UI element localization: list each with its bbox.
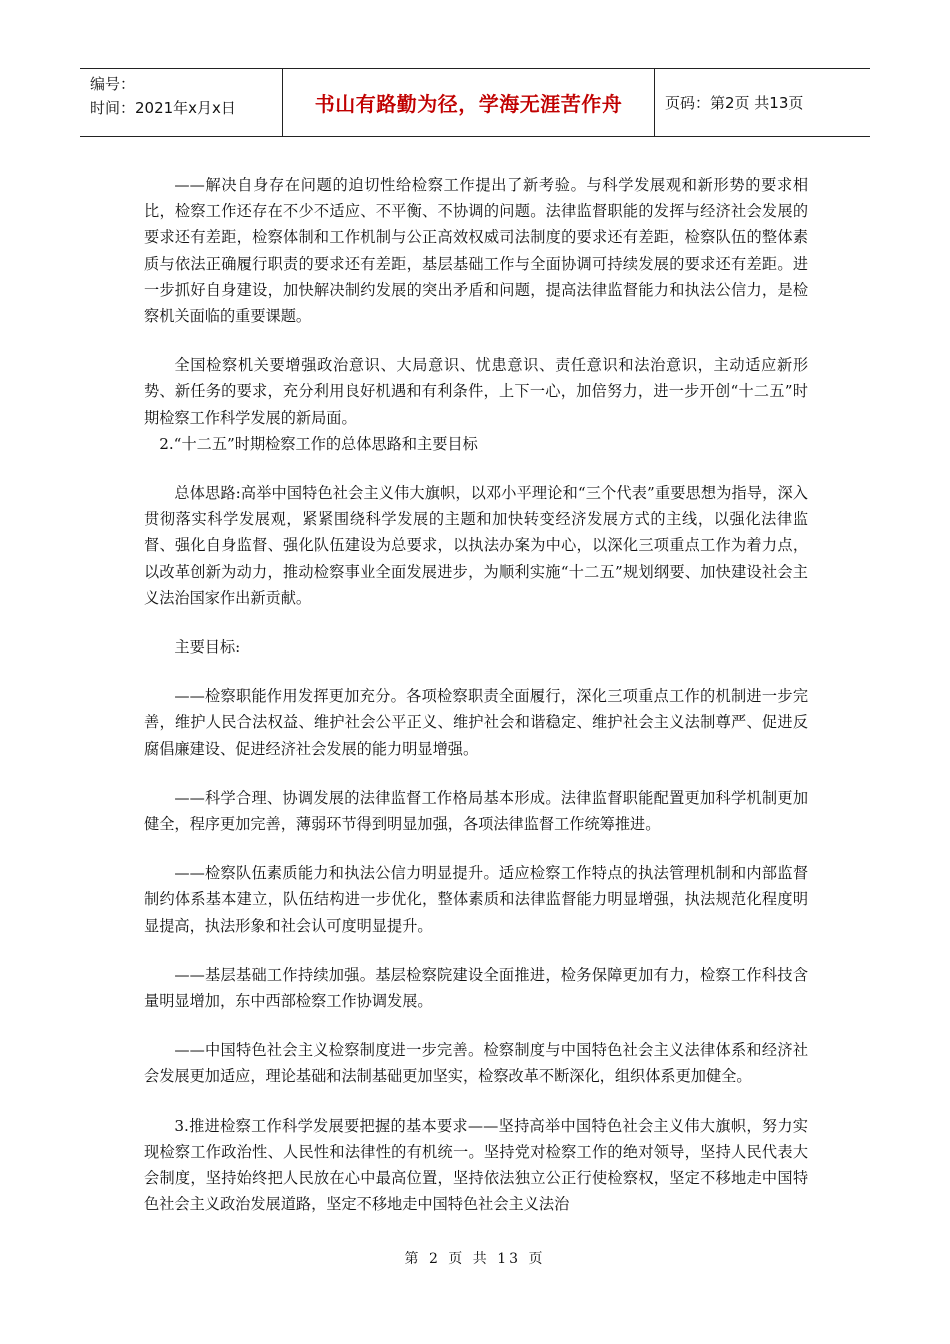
document-body [144, 172, 808, 1241]
paragraph: 3.推进检察工作科学发展要把握的基本要求——坚持高举中国特色社会主义伟大旗帜，努力实现检察工作政治性、人民性和法律性的有机统一。坚持党对检察工作的绝对领导，坚持人民代表大会制度，坚持始终把人民放在心中最高位置，坚持依法独立公正行使检察权，坚定不移地走中国特色社会主义政治发展道路，坚定不移地走中国特色社会主义法治 [144, 1116, 808, 1214]
paragraph: ——检察队伍素质能力和执法公信力明显提升。适应检察工作特点的执法管理机制和内部监督制约体系基本建立，队伍结构进一步优化，整体素质和法律监督能力明显增强，执法规范化程度明显提高，执法形象和社会认可度明显提升。 [144, 864, 808, 935]
subheading: 主要目标: [174, 638, 241, 657]
code-label: 编号： [90, 75, 136, 93]
section-heading: 2.“十二五”时期检察工作的总体思路和主要目标 [159, 434, 478, 453]
header-meta [80, 69, 283, 136]
header-motto: 书山有路勤为径，学海无涯苦作舟 [283, 69, 655, 136]
paragraph: ——基层基础工作持续加强。基层检察院建设全面推进，检务保障更加有力，检察工作科技含量明显增加，东中西部检察工作协调发展。 [144, 965, 808, 1011]
paragraph: ——检察职能作用发挥更加充分。各项检察职责全面履行，深化三项重点工作的机制进一步完善，维护人民合法权益、维护社会公平正义、维护社会和谐稳定、维护社会主义法制尊严、促进反腐倡廉建设、促进经济社会发展的能力明显增强。 [144, 687, 808, 758]
time-label: 时间：2021年x月x日 [90, 99, 236, 117]
header-page-info: 页码：第2页 共13页 [665, 94, 804, 112]
paragraph: ——科学合理、协调发展的法律监督工作格局基本形成。法律监督职能配置更加科学机制更加健全，程序更加完善，薄弱环节得到明显加强，各项法律监督工作统筹推进。 [144, 788, 808, 834]
page-footer: 第 2 页 共 13 页 [404, 1251, 546, 1267]
page-header [80, 68, 870, 137]
paragraph: 总体思路:高举中国特色社会主义伟大旗帜，以邓小平理论和“三个代表”重要思想为指导，深入贯彻落实科学发展观，紧紧围绕科学发展的主题和加快转变经济发展方式的主线，以强化法律监督、强化自身监督、强化队伍建设为总要求，以执法办案为中心，以深化三项重点工作为着力点，以改革创新为动力，推动检察事业全面发展进步，为顺利实施“十二五”规划纲要、加快建设社会主义法治国家作出新贡献。 [144, 484, 808, 607]
paragraph: ——中国特色社会主义检察制度进一步完善。检察制度与中国特色社会主义法律体系和经济社会发展更加适应，理论基础和法制基础更加坚实，检察改革不断深化，组织体系更加健全。 [144, 1041, 808, 1086]
paragraph: 全国检察机关要增强政治意识、大局意识、忧患意识、责任意识和法治意识，主动适应新形势、新任务的要求，充分利用良好机遇和有利条件，上下一心，加倍努力，进一步开创“十二五”时期检察工作科学发展的新局面。 [144, 356, 808, 427]
paragraph: ——解决自身存在问题的迫切性给检察工作提出了新考验。与科学发展观和新形势的要求相比，检察工作还存在不少不适应、不平衡、不协调的问题。法律监督职能的发挥与经济社会发展的要求还有差距，检察体制和工作机制与公正高效权威司法制度的要求还有差距，检察队伍的整体素质与依法正确履行职责的要求还有差距，基层基础工作与全面协调可持续发展的要求还有差距。进一步抓好自身建设，加快解决制约发展的突出矛盾和问题，提高法律监督能力和执法公信力，是检察机关面临的重要课题。 [144, 176, 808, 326]
